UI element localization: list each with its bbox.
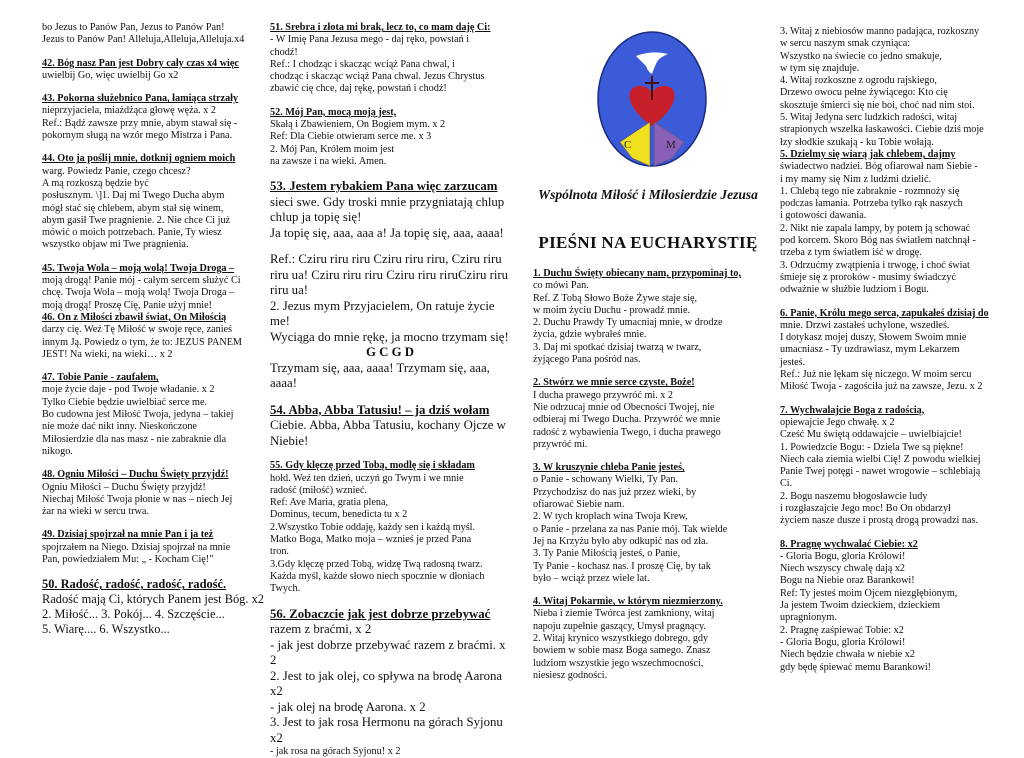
spacer: [42, 566, 266, 577]
song-line: Jej na Krzyżu było aby odkupić nas od zła.: [533, 535, 709, 547]
spacer: [42, 47, 266, 58]
song-line: abym gasił Twe pragnienie. 2. Nie chce Ci już: [42, 214, 231, 226]
emblem-letter-c: C: [624, 139, 632, 151]
column-3: [533, 268, 761, 682]
song-line: żar na wieki w sercu trwa.: [42, 506, 149, 518]
song-line: 3. Odrzućmy zwątpienia i trwogę, i choć świat: [780, 259, 970, 271]
spacer: [270, 241, 510, 252]
song-line: na zawsze i na wieki. Amen.: [270, 155, 387, 167]
song-line: żyjącego Pana pośród nas.: [533, 354, 641, 366]
song-line: nikogo.: [42, 445, 73, 457]
spacer: [270, 392, 510, 403]
spacer: [42, 361, 266, 372]
song-line: co mówi Pan.: [533, 280, 589, 292]
song-line: Ja topię się, aaa, aaa a! Ja topię się, aaa, aaaa!: [270, 225, 504, 240]
song-line: 3. Daj mi spotkać dzisiaj twarzą w twarz,: [533, 341, 702, 353]
song-line: A mą rozkoszą będzie być: [42, 177, 149, 189]
song-line: gdy będę śpiewać memu Barankowi!: [780, 661, 932, 673]
song-line: wszystko objaw mi Twe pragnienia.: [42, 239, 189, 251]
song-line: Przychodzisz do nas już przez wieki, by: [533, 486, 697, 498]
song-line: moją drogą! Proszę Cię, Panie użyj mnie!: [42, 299, 213, 311]
song-heading: 53. Jestem rybakiem Pana więc zarzucam: [270, 179, 498, 194]
song-line: 1. Chlebą tego nie zabraknie - rozmnoży się: [780, 185, 960, 197]
spacer: [42, 82, 266, 93]
song-line: Tylko Ciebie będzie uwielbiać serce me.: [42, 396, 208, 408]
song-line: Ciebie. Abba, Abba Tatusiu, kochany Ojcze w: [270, 418, 506, 433]
song-line: Ty Panie - kochasz nas. I proszę Cię, by tak: [533, 560, 711, 572]
song-line: 2. Nikt nie zapala lampy, by potem ją schować: [780, 222, 971, 234]
spacer: [533, 585, 761, 596]
song-heading: 52. Mój Pan, mocą moją jest,: [270, 106, 397, 118]
song-line: Cześć Mu świętą oddawajcie – uwielbiajcie!: [780, 429, 962, 441]
community-emblem: [596, 30, 708, 168]
song-line: Radość mają Ci, których Panem jest Bóg. x2: [42, 592, 264, 607]
spacer: [780, 394, 1008, 405]
song-line: w moim życiu Duchu - prowadź mnie.: [533, 304, 691, 316]
song-line: 2. Witaj krynico wszystkiego dobrego, gdy: [533, 633, 709, 645]
song-line: moją drogą! Panie mój - całym sercem służyć Ci: [42, 275, 241, 287]
song-line: przywróć mi.: [533, 438, 588, 450]
song-heading: 3. W kruszynie chleba Panie jesteś,: [533, 462, 685, 474]
song-heading: 50. Radość, radość, radość, radość.: [42, 577, 227, 592]
song-line: innym Ją. Powiedz o tym, że to: JEZUS PANEM: [42, 336, 242, 348]
song-heading: 51. Srebra i złota mi brak, lecz to, co mam daję Ci:: [270, 22, 491, 33]
song-line: warg. Powiedz Panie, czego chcesz?: [42, 165, 191, 177]
song-line: I dotykasz mojej duszy, Słowem Swoim mnie: [780, 332, 967, 344]
song-line: Trzymam się, aaa, aaaa! Trzymam się, aaa,: [270, 360, 490, 375]
main-title: PIEŚNI NA EUCHARYSTIĘ: [538, 233, 758, 252]
song-line: Nie odrzucaj mnie od Obecności Twojej, nie: [533, 401, 715, 413]
song-line: było – wciąż przez wiele lat.: [533, 572, 650, 584]
song-line: opiewajcie Jego chwałę. x 2: [780, 416, 895, 428]
song-line: Każda myśl, każde słowo niech spocznie w dłoniach: [270, 570, 485, 582]
song-line: chodź!: [270, 46, 298, 58]
song-line: 1. Powiedzcie Bogu: - Dziela Twe są piękne!: [780, 441, 964, 453]
song-line: 2. Duchu Prawdy Ty umacniaj mnie, w drodze: [533, 317, 723, 329]
song-heading: 45. Twoja Wola – moją wolą! Twoja Droga –: [42, 262, 235, 274]
song-heading: 5. Dzielmy się wiarą jak chlebem, dajmy: [780, 148, 956, 160]
song-line: Ref.: I chodząc i skacząc wciąż Pana chwal, i: [270, 58, 455, 70]
song-line: łzy słodkie szukają - ku Tobie wołają.: [780, 136, 934, 148]
song-line: 5. Wiarę.... 6. Wszystko...: [42, 622, 170, 637]
song-line: Niebie!: [270, 433, 309, 448]
song-line: ludziom wszystkie jego wszechmocności,: [533, 657, 704, 669]
song-line: darzy cię. Weź Tę Miłość w swoje ręce, zanieś: [42, 324, 233, 336]
song-line: spojrzałem na Niego. Dzisiaj spojrzał na mnie: [42, 541, 231, 553]
spacer: [270, 168, 510, 179]
song-line: pokornym sługą na wzór mego Mistrza i Pana.: [42, 130, 233, 142]
song-line: Matko Boga, Matko moja – wznieś je przed Pana: [270, 534, 472, 546]
song-line: Bogu na Niebie oraz Barankowi!: [780, 575, 915, 587]
song-line: mówić o moich potrzebach. Panie, Ty wiesz: [42, 227, 222, 239]
song-line: 4. Witaj rozkoszne z ogrodu rajskiego,: [780, 75, 937, 87]
song-line: 5. Witaj Jedyna serc ludzkich radości, witaj: [780, 112, 958, 124]
song-line: 2. Pragnę zaśpiewać Tobie: x2: [780, 624, 904, 636]
song-line: Ci.: [780, 478, 793, 490]
song-heading: 49. Dzisiaj spojrzał na mnie Pan i ja też: [42, 529, 214, 541]
song-line: Pan, powiedziałem Mu: „ - Kocham Cię!": [42, 553, 214, 565]
song-line: umacniasz - Ty uzdrawiasz, mym Lekarzem: [780, 344, 960, 356]
song-line: - jak jest dobrze przebywać razem z braćmi. x 2: [270, 637, 506, 668]
song-line: - jak olej na brodę Aarona. x 2: [270, 699, 426, 714]
song-line: strapionych wszelka łaskawości. Ciebie dziś moje: [780, 124, 984, 136]
spacer: [533, 366, 761, 377]
song-line: odważnie w służbie ludziom i Bogu.: [780, 284, 929, 296]
song-line: JEST! Na wieki, na wieki… x 2: [42, 348, 173, 360]
song-line: Twych.: [270, 583, 301, 595]
spacer: [270, 96, 510, 107]
song-line: o Panie - schowany Wielki, Ty Pan.: [533, 474, 679, 486]
spacer: [42, 458, 266, 469]
song-heading: 46. On z Miłości zbawił świat, On Miłością: [42, 311, 227, 323]
song-line: Skałą i Zbawieniem, On Bogiem mym. x 2: [270, 119, 446, 131]
song-heading: 55. Gdy klęczę przed Tobą, modlę się i składam: [270, 460, 475, 472]
song-line: Ref.: Już nie lękam się niczego. W moim sercu: [780, 369, 972, 381]
song-line: 2. Mój Pan, Królem moim jest: [270, 143, 395, 155]
song-line: Miłosierdzie dla nas masz - nie zabraknie dla: [42, 433, 227, 445]
song-line: Wyciąga do mnie rękę, ja mocno trzymam się!: [270, 329, 509, 344]
song-line: posłusznym. \]1. Daj mi Twego Ducha abym: [42, 190, 225, 202]
song-line: 3. Witaj z niebiosów manno padająca, rozkoszny: [780, 26, 980, 37]
song-line: radość (miłość) wznieć.: [270, 484, 368, 496]
song-heading: 43. Pokorna służebnico Pana, łamiąca strzały: [42, 93, 239, 105]
song-line: Ref: Ave Maria, gratia plena,: [270, 497, 389, 509]
spacer: [42, 252, 266, 263]
song-line: Ogniu Miłości – Duchu Święty przyjdź!: [42, 481, 206, 493]
song-heading: 6. Panie, Królu mego serca, zapukałeś dzisiaj do: [780, 307, 989, 319]
song-heading: 7. Wychwalajcie Boga z radością,: [780, 404, 925, 416]
song-line: Panie Twej potęgi - nawet wrogowie – schlebiają: [780, 466, 981, 478]
song-heading: 2. Stwórz we mnie serce czyste, Boże!: [533, 377, 695, 389]
song-line: radość z wybawienia Twego, i ducha prawego: [533, 426, 721, 438]
song-line: o Panie - przelana za nas Panie mój. Tak wielde: [533, 523, 728, 535]
song-line: i gotowości dawania.: [780, 210, 867, 222]
song-line: i rozgłaszajcie Jego moc! Bo On obdarzył: [780, 502, 951, 514]
song-line: - jak rosa na górach Syjonu! x 2: [270, 746, 401, 758]
song-line: moje życie daje - pod Twoje władanie. x 2: [42, 384, 215, 396]
song-line: 2. W tych kroplach wina Twoja Krew,: [533, 511, 688, 523]
song-line: mógł stać się chlebem, abym stał się winem,: [42, 202, 224, 214]
song-line: 2. Bogu naszemu błogosławcie ludy: [780, 490, 928, 502]
song-line: nie może dać nikt inny. Nieskończone: [42, 421, 197, 433]
song-line: Niechaj Miłość Twoja płonie w nas – niech Jej: [42, 493, 233, 505]
song-line: w sercu naszym smak czyniąca:: [780, 38, 911, 50]
song-line: Ref: Ty jesteś moim Ojcem niezgłębionym,: [780, 587, 958, 599]
song-line: 3. Jest to jak rosa Hermonu na górach Syjonu x2: [270, 715, 503, 745]
song-line: nieprzyjaciela, miażdżąca głowę węża. x 2: [42, 105, 216, 117]
song-line: napoju zupełnie gaszący, Umysł pragnący.: [533, 620, 706, 632]
song-heading: 1. Duchu Święty obiecany nam, przypominaj to,: [533, 268, 742, 279]
song-line: Bo cudowna jest Miłość Twoja, jedyna – takiej: [42, 409, 234, 421]
spacer: [42, 518, 266, 529]
song-line: G C G D: [366, 345, 414, 360]
song-line: pod korcem. Skoro Bóg nas światłem natchnął -: [780, 235, 976, 247]
song-line: I ducha prawego przywróć mi. x 2: [533, 389, 674, 401]
song-line: i my mamy się Nim z ludźmi dzielić.: [780, 173, 932, 185]
spacer: [270, 596, 510, 607]
song-line: niesiesz godności.: [533, 669, 608, 681]
song-line: Drzewo owocu pełne żywiącego: Kto cię: [780, 87, 948, 99]
song-line: uwielbij Go, więc uwielbij Go x2: [42, 69, 179, 81]
song-line: jesteś.: [780, 356, 806, 368]
song-line: podczas łamania. Potrzeba tylko rąk naszych: [780, 198, 963, 210]
song-line: bo Jezus to Panów Pan, Jezus to Panów Pan!: [42, 22, 225, 33]
song-line: Dominus, tecum, benedicta tu x 2: [270, 509, 408, 521]
song-line: - Gloria Bogu, gloria Królowi!: [780, 636, 906, 648]
spacer: [270, 449, 510, 460]
spacer: [780, 528, 1008, 539]
song-line: skosztuje śmierci się nie boi, choć nad nim stoi.: [780, 99, 975, 111]
song-heading: 48. Ogniu Miłości – Duchu Święty przyjdź!: [42, 469, 229, 481]
song-heading: 42. Bóg nasz Pan jest Dobry cały czas x4 więc: [42, 57, 239, 69]
song-heading: 44. Oto ja poślij mnie, dotknij ogniem moich: [42, 153, 236, 165]
community-name: Wspólnota Miłość i Miłosierdzie Jezusa: [538, 187, 758, 202]
song-heading: 47. Tobie Panie - zaufałem,: [42, 372, 159, 384]
song-line: Ja jestem Twoim dzieckiem, dzieckiem: [780, 600, 941, 612]
column-2: [270, 22, 510, 758]
song-line: 2. Miłość... 3. Pokój... 4. Szczęście...: [42, 607, 225, 622]
spacer: [780, 297, 1008, 308]
song-line: życia, gdzie wybrałeś mnie.: [533, 329, 647, 341]
song-line: bowiem w sobie masz Boga samego. Znasz: [533, 645, 711, 657]
song-line: chodząc i skacząc wciąż Pana chwal. Jezus Chrystus: [270, 71, 485, 83]
song-line: 2. Jezus mym Przyjacielem, On ratuje życie me!: [270, 298, 495, 329]
song-line: 2.Wszystko Tobie oddaję, każdy sen i każdą myśl.: [270, 521, 476, 533]
song-line: Nieba i ziemie Twórca jest zamkniony, witaj: [533, 608, 715, 620]
song-line: razem z braćmi, x 2: [270, 622, 372, 637]
spacer: [533, 451, 761, 462]
column-1: [42, 22, 266, 637]
song-line: Jezus to Panów Pan! Alleluja,Alleluja,Alleluja.x4: [42, 34, 245, 46]
song-line: Ref. Z Tobą Słowo Boże Żywe staje się,: [533, 292, 698, 304]
song-line: chcę. Twoja Wola – moją wolą! Twoja Droga –: [42, 287, 235, 299]
song-heading: 4. Witaj Pokarmie, w którym niezmierzony.: [533, 596, 723, 608]
song-line: 2. Jest to jak olej, co spływa na brodę Aarona x2: [270, 668, 503, 699]
song-line: Miłość Twoja - zagościła już na zawsze, Jezu. x 2: [780, 381, 983, 393]
song-line: - Gloria Bogu, gloria Królowi!: [780, 550, 906, 562]
spacer: [42, 142, 266, 153]
song-line: Ref: Dla Ciebie otwieram serce me. x 3: [270, 131, 432, 143]
emblem-letter-m: M: [666, 139, 676, 151]
song-line: sieci swe. Gdy troski mnie przygniatają chlup: [270, 194, 505, 209]
song-line: mnie. Drzwi zastałeś uchylone, wszedłeś.: [780, 319, 950, 331]
song-heading: 8. Pragnę wychwalać Ciebie: x2: [780, 538, 918, 550]
song-line: aaaa!: [270, 376, 297, 391]
song-line: Ref.: Cziru riru riru Cziru riru riru, Cziru riru: [270, 252, 502, 267]
song-line: świadectwo nadziei. Bóg ofiarował nam Siebie -: [780, 161, 978, 173]
song-line: Wszystko na świecie co jedno smakuje,: [780, 50, 942, 62]
song-line: Niech wszyscy chwalę dają x2: [780, 563, 906, 575]
song-line: Niech cała ziemia wielbi Cię! Z powodu wielkiej: [780, 453, 981, 465]
song-line: chlup ja topię się!: [270, 210, 362, 225]
song-heading: 56. Zobaczcie jak jest dobrze przebywać: [270, 606, 491, 621]
song-line: tron.: [270, 546, 289, 558]
song-line: Niech będzie chwała w niebie x2: [780, 649, 915, 661]
song-heading: 54. Abba, Abba Tatusiu! – ja dziś wołam: [270, 402, 490, 417]
song-line: śmieje się z proroków - musimy świadczyć: [780, 271, 956, 283]
song-line: 3.Gdy klęczę przed Tobą, widzę Twą radosną twarz.: [270, 558, 483, 570]
song-line: życiem nasze dusze i prostą drogą prowadzi nas.: [780, 515, 979, 527]
song-line: upragnionym.: [780, 612, 837, 624]
song-line: - W Imię Pana Jezusa mego - daj ręko, powstań i: [270, 34, 470, 46]
song-line: odbieraj mi Twego Ducha. Przywróć we mnie: [533, 414, 721, 426]
song-line: trzeba z tym światłem iść w drogę.: [780, 247, 922, 259]
song-line: riru ua!: [270, 283, 309, 298]
column-4: [780, 26, 1008, 674]
song-line: hołd. Weź ten dzień, uczyń go Twym i we mnie: [270, 472, 464, 484]
song-line: w tym się znajduje.: [780, 62, 860, 74]
song-line: 3. Ty Panie Miłością jesteś, o Panie,: [533, 548, 681, 560]
song-line: Ref.: Bądź zawsze przy mnie, abym stawał się -: [42, 117, 238, 129]
song-line: riru ua! Cziru riru riru Cziru riru riruCziru riru: [270, 267, 509, 282]
song-line: ofiarować Siebie nam.: [533, 499, 625, 511]
song-line: zbawić cię chce, daj rękę, powstań i chodź!: [270, 83, 447, 95]
